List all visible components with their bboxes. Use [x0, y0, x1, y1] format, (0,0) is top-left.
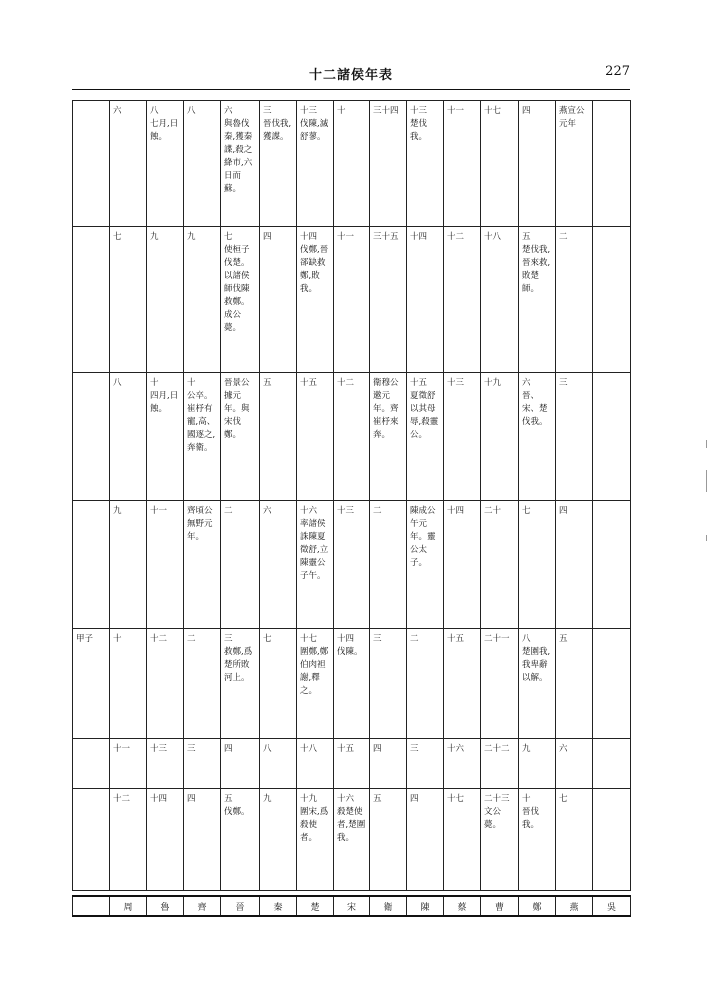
state-year-cell: 五 伐鄭。 — [221, 789, 260, 891]
state-year-cell: 五 — [370, 789, 407, 891]
state-year-cell: 十八 — [297, 739, 334, 789]
page-number: 227 — [605, 64, 630, 79]
state-year-cell: 十四 — [147, 789, 184, 891]
state-name-cell: 鄭 — [519, 896, 556, 916]
state-year-cell: 十 — [334, 101, 370, 227]
state-header-row — [72, 895, 631, 917]
state-name-cell: 燕 — [556, 896, 593, 916]
state-year-cell: 十三 — [334, 501, 370, 629]
state-year-cell: 陳成公午元年。靈公太子。 — [407, 501, 444, 629]
page-header — [72, 64, 630, 88]
page-title: 十二諸侯年表 — [308, 68, 393, 83]
ganzhi-cell: 甲子 — [73, 629, 110, 739]
state-year-cell: 四 — [370, 739, 407, 789]
margin-mark — [706, 440, 707, 448]
state-year-cell: 十六 殺楚使者,楚圍我。 — [334, 789, 370, 891]
state-name-cell: 宋 — [334, 896, 370, 916]
state-year-cell: 十四 — [444, 501, 481, 629]
ganzhi-cell — [73, 501, 110, 629]
state-year-cell: 三十五 — [370, 227, 407, 373]
state-year-cell: 十三 — [444, 373, 481, 501]
year-row — [73, 789, 631, 891]
state-year-cell: 三 晉伐我,獲諜。 — [260, 101, 297, 227]
state-year-cell: 十九 圍宋,爲殺使者。 — [297, 789, 334, 891]
state-year-cell: 七 — [556, 789, 593, 891]
state-year-cell: 六 晉、宋、楚伐我。 — [519, 373, 556, 501]
state-year-cell: 三 — [407, 739, 444, 789]
year-row — [73, 739, 631, 789]
state-year-cell: 十 晉伐我。 — [519, 789, 556, 891]
state-year-cell: 十三 楚伐我。 — [407, 101, 444, 227]
state-year-cell: 八 — [260, 739, 297, 789]
year-row — [73, 227, 631, 373]
ganzhi-cell — [73, 227, 110, 373]
state-year-cell: 五 — [260, 373, 297, 501]
state-year-cell: 十九 — [481, 373, 519, 501]
state-year-cell: 九 — [519, 739, 556, 789]
state-year-cell — [593, 629, 631, 739]
state-year-cell: 十七 — [481, 101, 519, 227]
state-year-cell: 衛穆公遫元年。齊崔杼來奔。 — [370, 373, 407, 501]
ganzhi-cell — [73, 373, 110, 501]
state-name-cell: 蔡 — [444, 896, 481, 916]
state-name-cell: 陳 — [407, 896, 444, 916]
state-year-cell: 四 — [221, 739, 260, 789]
state-name-cell: 楚 — [297, 896, 334, 916]
state-year-cell: 六 — [556, 739, 593, 789]
state-year-cell — [593, 789, 631, 891]
state-year-cell: 十五 — [297, 373, 334, 501]
state-year-cell: 十六 — [444, 739, 481, 789]
state-year-cell: 十三 伐陳,滅舒蓼。 — [297, 101, 334, 227]
state-year-cell: 十六 率諸侯誅陳夏徵舒,立陳靈公子午。 — [297, 501, 334, 629]
state-year-cell: 二 — [370, 501, 407, 629]
state-name-cell: 曹 — [481, 896, 519, 916]
state-year-cell: 三 — [370, 629, 407, 739]
state-year-cell: 七 使桓子伐楚。以諸侯師伐陳救鄭。成公薨。 — [221, 227, 260, 373]
state-year-cell: 四 — [260, 227, 297, 373]
state-year-cell: 十 四月,日蝕。 — [147, 373, 184, 501]
state-year-cell: 四 — [519, 101, 556, 227]
state-year-cell: 三 救鄭,爲楚所敗河上。 — [221, 629, 260, 739]
state-year-cell: 六 — [110, 101, 147, 227]
state-year-cell: 十二 — [147, 629, 184, 739]
state-year-cell: 十二 — [110, 789, 147, 891]
state-year-cell: 十八 — [481, 227, 519, 373]
state-year-cell: 九 — [147, 227, 184, 373]
state-year-cell — [593, 739, 631, 789]
year-row — [73, 629, 631, 739]
state-year-cell: 二 — [556, 227, 593, 373]
state-name-cell: 吳 — [593, 896, 631, 916]
ganzhi-cell — [73, 101, 110, 227]
state-name-cell: 齊 — [184, 896, 221, 916]
state-year-cell: 五 — [556, 629, 593, 739]
state-year-cell: 齊頃公無野元年。 — [184, 501, 221, 629]
state-name-cell: 衛 — [370, 896, 407, 916]
state-year-cell: 十四 伐鄭,晉郤缺救鄭,敗我。 — [297, 227, 334, 373]
footer-blank-cell — [73, 896, 110, 916]
state-year-cell: 八 七月,日蝕。 — [147, 101, 184, 227]
state-year-cell: 七 — [260, 629, 297, 739]
state-year-cell: 十七 圍鄭,鄭伯肉袒謝,釋之。 — [297, 629, 334, 739]
state-year-cell: 六 — [260, 501, 297, 629]
state-year-cell: 八 — [110, 373, 147, 501]
state-year-cell: 三 — [556, 373, 593, 501]
state-year-cell: 二十一 — [481, 629, 519, 739]
state-year-cell: 燕宣公元年 — [556, 101, 593, 227]
state-year-cell: 十 — [110, 629, 147, 739]
state-year-cell: 十一 — [110, 739, 147, 789]
state-year-cell: 十一 — [444, 101, 481, 227]
state-year-cell: 六 與魯伐秦,獲秦諜,殺之絳市,六日而蘇。 — [221, 101, 260, 227]
state-year-cell: 二十三 文公薨。 — [481, 789, 519, 891]
year-row — [73, 501, 631, 629]
state-year-cell: 十 公卒。崔杼有寵,高、國逐之,奔衛。 — [184, 373, 221, 501]
state-year-cell: 四 — [407, 789, 444, 891]
state-name-cell: 魯 — [147, 896, 184, 916]
margin-mark — [706, 535, 707, 541]
state-name-cell: 秦 — [260, 896, 297, 916]
state-year-cell: 十四 — [407, 227, 444, 373]
state-year-cell: 十四 伐陳。 — [334, 629, 370, 739]
state-year-cell: 五 楚伐我,晉來救,敗楚師。 — [519, 227, 556, 373]
state-year-cell: 十二 — [334, 373, 370, 501]
margin-mark — [706, 470, 707, 492]
state-year-cell: 三 — [184, 739, 221, 789]
state-year-cell: 九 — [184, 227, 221, 373]
state-year-cell — [593, 501, 631, 629]
ganzhi-cell — [73, 789, 110, 891]
state-year-cell: 九 — [260, 789, 297, 891]
state-year-cell: 晉景公據元年。與宋伐鄭。 — [221, 373, 260, 501]
state-year-cell: 十一 — [147, 501, 184, 629]
year-row — [73, 373, 631, 501]
state-year-cell: 十二 — [444, 227, 481, 373]
state-year-cell: 十七 — [444, 789, 481, 891]
state-year-cell: 十一 — [334, 227, 370, 373]
state-year-cell: 二 — [407, 629, 444, 739]
state-year-cell: 七 — [519, 501, 556, 629]
state-year-cell: 二十 — [481, 501, 519, 629]
state-year-cell: 二十二 — [481, 739, 519, 789]
chronology-table — [72, 100, 631, 891]
state-year-cell: 十三 — [147, 739, 184, 789]
state-year-cell: 十五 夏徵舒以其母辱,殺靈公。 — [407, 373, 444, 501]
state-year-cell — [593, 101, 631, 227]
state-year-cell: 四 — [556, 501, 593, 629]
state-name-cell: 晉 — [221, 896, 260, 916]
state-year-cell: 七 — [110, 227, 147, 373]
state-name-cell: 周 — [110, 896, 147, 916]
state-year-cell: 八 楚圍我,我卑辭以解。 — [519, 629, 556, 739]
state-year-cell: 三十四 — [370, 101, 407, 227]
state-year-cell: 八 — [184, 101, 221, 227]
state-year-cell: 二 — [221, 501, 260, 629]
state-year-cell: 二 — [184, 629, 221, 739]
state-year-cell — [593, 373, 631, 501]
ganzhi-cell — [73, 739, 110, 789]
header-rule — [72, 89, 630, 90]
state-year-cell — [593, 227, 631, 373]
state-year-cell: 十五 — [334, 739, 370, 789]
year-row — [73, 101, 631, 227]
state-year-cell: 四 — [184, 789, 221, 891]
state-year-cell: 十五 — [444, 629, 481, 739]
state-year-cell: 九 — [110, 501, 147, 629]
